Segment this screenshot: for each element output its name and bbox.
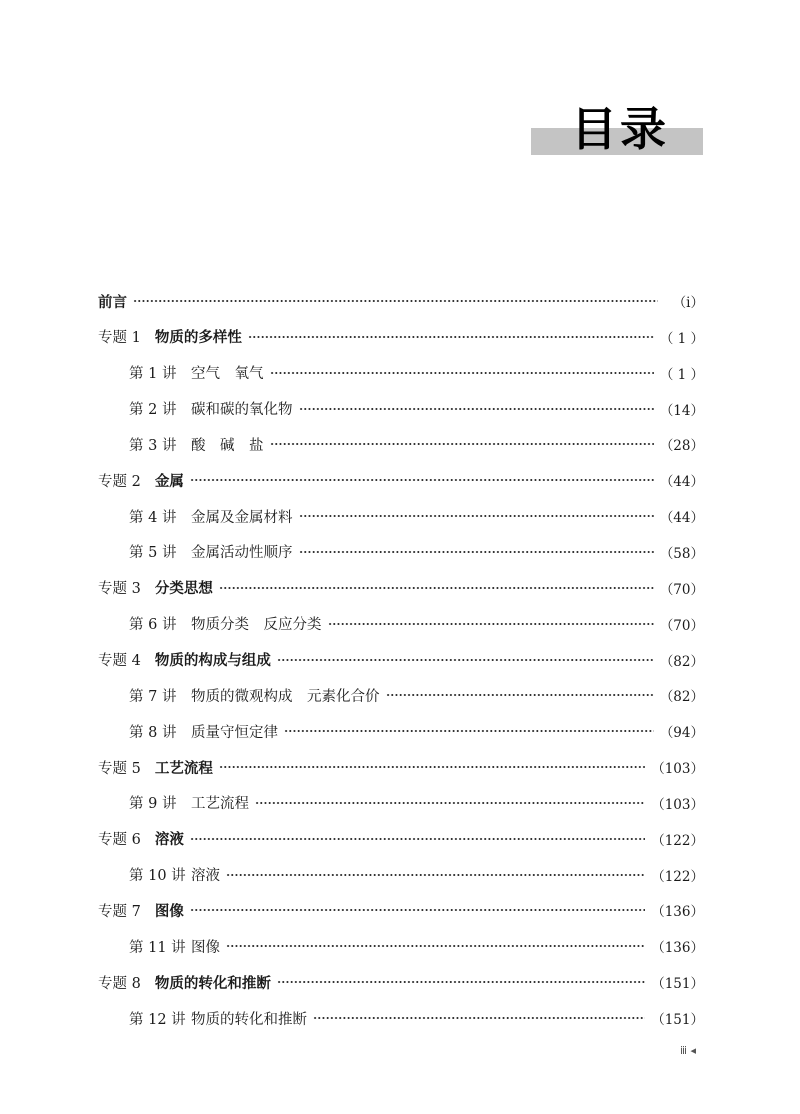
- toc-entry[interactable]: [98, 289, 704, 313]
- toc-page-number: （82）: [659, 653, 704, 670]
- toc-page-number: （151）: [651, 1012, 704, 1028]
- toc-page-number: （103）: [651, 796, 704, 813]
- lecture-number: 第 11 讲: [129, 939, 186, 956]
- toc-entry-title: 金属活动性顺序: [191, 545, 293, 562]
- dot-leader: [299, 402, 654, 416]
- dot-leader: [386, 688, 654, 702]
- topic-number: 专题 6: [98, 832, 141, 849]
- dot-leader: [248, 330, 654, 344]
- topic-number: 专题 8: [98, 975, 141, 992]
- lecture-number: 第 8 讲: [129, 724, 177, 741]
- dot-leader: [133, 294, 658, 308]
- topic-number: 专题 7: [98, 903, 141, 920]
- lecture-number: 第 4 讲: [129, 509, 177, 526]
- toc-entry[interactable]: [98, 576, 704, 600]
- toc-page-number: （58）: [659, 545, 704, 562]
- toc-entry[interactable]: [129, 397, 704, 421]
- toc-page-number: （ 1 ）: [659, 366, 704, 383]
- toc-page-number: （44）: [659, 474, 704, 491]
- toc-entry-title: 金属及金属材料: [191, 509, 293, 526]
- toc-entry-title: 图像: [154, 903, 184, 920]
- toc-entry[interactable]: [98, 755, 704, 779]
- toc-page-number: （ 1 ）: [659, 330, 704, 347]
- dot-leader: [226, 939, 645, 953]
- dot-leader: [313, 1011, 645, 1025]
- toc-entry[interactable]: [98, 468, 704, 492]
- toc-page-number: （136）: [651, 904, 704, 921]
- lecture-number: 第 1 讲: [129, 366, 177, 383]
- lecture-number: 第 5 讲: [129, 545, 177, 562]
- dot-leader: [277, 653, 654, 667]
- dot-leader: [284, 724, 654, 738]
- toc-entry-title: 质量守恒定律: [191, 724, 278, 741]
- dot-leader: [255, 796, 645, 810]
- topic-number: 专题 1: [98, 330, 141, 347]
- toc-entry-title: 酸 碱 盐: [191, 437, 264, 454]
- toc-entry[interactable]: [98, 970, 704, 994]
- toc-entry[interactable]: [129, 361, 704, 385]
- dot-leader: [219, 581, 654, 595]
- topic-number: 专题 2: [98, 473, 141, 490]
- toc-entry-title: 物质分类 反应分类: [191, 617, 322, 634]
- lecture-number: 第 6 讲: [129, 617, 177, 634]
- toc-page-number: （ⅰ）: [672, 295, 704, 311]
- toc-entry[interactable]: [129, 432, 704, 456]
- toc-page-number: （82）: [659, 689, 704, 706]
- toc-entry-title: 碳和碳的氧化物: [191, 402, 293, 419]
- dot-leader: [190, 473, 654, 487]
- dot-leader: [328, 617, 654, 631]
- toc-entry[interactable]: [98, 827, 704, 851]
- toc-entry-title: 物质的转化和推断: [154, 975, 271, 992]
- toc-entry-title: 分类思想: [154, 581, 213, 598]
- toc-page-number: （44）: [659, 510, 704, 527]
- page-title: 目录: [571, 102, 669, 156]
- toc-page-number: （70）: [659, 581, 704, 598]
- toc-entry-title: 物质的构成与组成: [154, 653, 271, 669]
- dot-leader: [270, 437, 654, 451]
- toc-entry[interactable]: [129, 504, 704, 528]
- toc-entry-title: 溶液: [154, 832, 184, 849]
- toc-page-number: （136）: [651, 940, 704, 957]
- toc-entry-title: 物质的转化和推断: [191, 1011, 307, 1028]
- toc-entry[interactable]: [129, 934, 704, 958]
- toc-entry-title: 前言: [98, 294, 127, 311]
- dot-leader: [190, 832, 645, 846]
- toc-entry-title: 工艺流程: [191, 796, 249, 813]
- toc-entry[interactable]: [129, 1006, 704, 1030]
- dot-leader: [299, 509, 654, 523]
- toc-page-number: （70）: [659, 617, 704, 634]
- dot-leader: [226, 868, 645, 882]
- toc-entry[interactable]: [129, 612, 704, 636]
- toc-entry[interactable]: [129, 791, 704, 815]
- toc-entry[interactable]: [98, 648, 704, 672]
- toc-page-number: （28）: [659, 438, 704, 455]
- lecture-number: 第 7 讲: [129, 688, 177, 705]
- lecture-number: 第 9 讲: [129, 796, 177, 813]
- toc-entry-title: 金属: [154, 473, 184, 490]
- toc-entry-title: 空气 氧气: [191, 366, 264, 383]
- toc-entry[interactable]: [129, 683, 704, 707]
- toc-entry[interactable]: [129, 540, 704, 564]
- toc-entry-title: 工艺流程: [154, 760, 213, 777]
- topic-number: 专题 4: [98, 653, 141, 669]
- toc-page-number: （14）: [659, 402, 704, 419]
- toc-entry-title: 图像: [191, 939, 220, 956]
- topic-number: 专题 3: [98, 581, 141, 598]
- lecture-number: 第 3 讲: [129, 437, 177, 454]
- toc-entry-title: 物质的多样性: [154, 330, 242, 347]
- toc-entry-title: 溶液: [191, 868, 220, 885]
- lecture-number: 第 10 讲: [129, 868, 186, 885]
- toc-entry[interactable]: [98, 898, 704, 922]
- page-number-footer: ⅲ ◂: [680, 1044, 697, 1057]
- lecture-number: 第 12 讲: [129, 1011, 186, 1028]
- toc-entry[interactable]: [129, 863, 704, 887]
- toc-page-number: （103）: [651, 761, 704, 778]
- dot-leader: [219, 760, 645, 774]
- dot-leader: [270, 366, 654, 380]
- topic-number: 专题 5: [98, 760, 141, 777]
- toc-page-number: （122）: [651, 868, 704, 885]
- lecture-number: 第 2 讲: [129, 402, 177, 419]
- toc-entry[interactable]: [98, 325, 704, 349]
- dot-leader: [190, 903, 645, 917]
- toc-entry-title: 物质的微观构成 元素化合价: [191, 688, 380, 705]
- toc-page-number: （151）: [651, 976, 704, 993]
- toc-page-number: （94）: [659, 725, 704, 742]
- toc-page-number: （122）: [651, 832, 704, 849]
- toc-entry[interactable]: [129, 719, 704, 743]
- dot-leader: [299, 545, 654, 559]
- dot-leader: [277, 975, 645, 989]
